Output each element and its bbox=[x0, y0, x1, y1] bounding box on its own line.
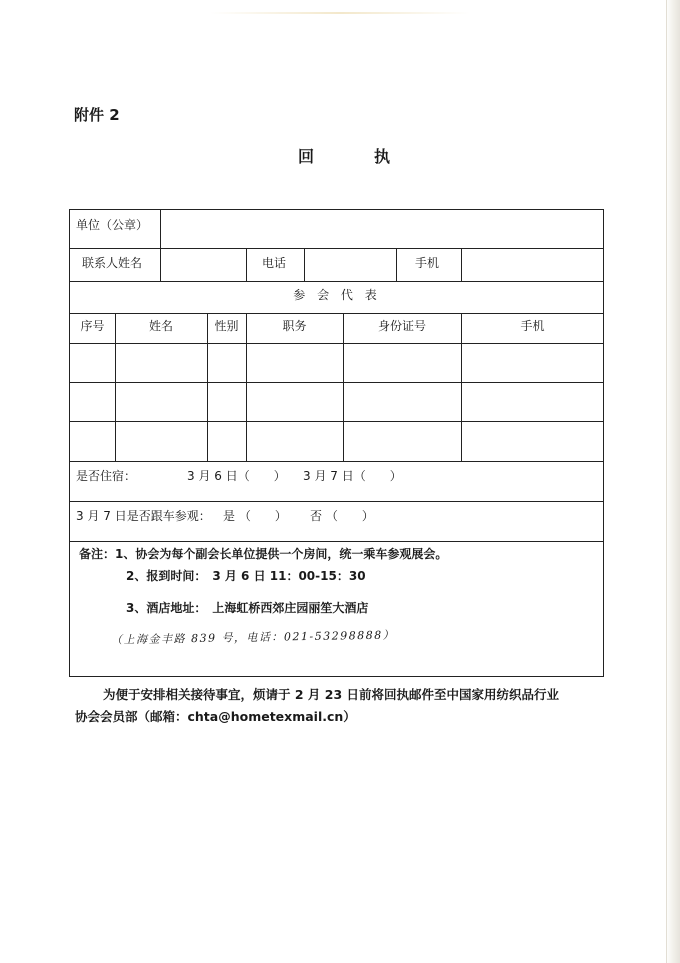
row-divider bbox=[70, 541, 604, 542]
bus-tour-no-option[interactable]: 否 （ ） bbox=[310, 509, 374, 523]
col-divider bbox=[207, 313, 208, 461]
column-header: 职务 bbox=[282, 319, 307, 333]
delegates-heading: 参 会 代 表 bbox=[293, 288, 381, 302]
lodging-label: 是否住宿： bbox=[76, 469, 137, 483]
footer-contact-email: 协会会员部（邮箱：chta@hometexmail.cn） bbox=[75, 709, 356, 724]
row-divider bbox=[70, 421, 604, 422]
phone-label: 电话 bbox=[262, 256, 287, 270]
bus-tour-label: 3 月 7 日是否跟车参观： bbox=[76, 509, 211, 523]
note-item-3: 3、酒店地址： 上海虹桥西郊庄园丽笙大酒店 bbox=[126, 601, 369, 615]
column-header: 身份证号 bbox=[377, 319, 426, 333]
bus-tour-yes-option[interactable]: 是 （ ） bbox=[223, 509, 287, 523]
row-divider bbox=[70, 313, 604, 314]
col-divider bbox=[304, 248, 305, 281]
col-divider bbox=[115, 313, 116, 461]
row-divider bbox=[70, 343, 604, 344]
handwritten-address-note: （上海金丰路 839 号，电话：021-53298888） bbox=[110, 628, 396, 647]
row-divider bbox=[70, 461, 604, 462]
col-divider bbox=[246, 313, 247, 461]
contact-name-label: 联系人姓名 bbox=[82, 256, 143, 270]
column-header: 性别 bbox=[214, 319, 239, 333]
col-divider bbox=[160, 210, 161, 248]
row-divider bbox=[70, 501, 604, 502]
scan-edge-line bbox=[666, 0, 667, 963]
row-divider bbox=[70, 281, 604, 282]
scan-edge bbox=[666, 0, 680, 963]
row-divider bbox=[70, 382, 604, 383]
col-divider bbox=[343, 313, 344, 461]
mobile-label: 手机 bbox=[415, 256, 440, 270]
column-header: 手机 bbox=[520, 319, 545, 333]
unit-label: 单位（公章） bbox=[76, 218, 149, 232]
attachment-label: 附件 2 bbox=[74, 106, 120, 124]
lodging-mar7-option[interactable]: 3 月 7 日（ ） bbox=[303, 469, 402, 483]
row-divider bbox=[70, 248, 604, 249]
col-divider bbox=[246, 248, 247, 281]
page-title: 回执 bbox=[298, 147, 451, 166]
scan-smudge bbox=[210, 12, 470, 14]
footer-instruction: 为便于安排相关接待事宜，烦请于 2 月 23 日前将回执邮件至中国家用纺织品行业 bbox=[103, 687, 560, 702]
col-divider bbox=[160, 248, 161, 281]
col-divider bbox=[461, 313, 462, 461]
note-item-2: 2、报到时间： 3 月 6 日 11：00-15：30 bbox=[126, 569, 366, 583]
column-header: 姓名 bbox=[148, 319, 173, 333]
col-divider bbox=[461, 248, 462, 281]
col-divider bbox=[396, 248, 397, 281]
note-item-1: 备注：1、协会为每个副会长单位提供一个房间，统一乘车参观展会。 bbox=[79, 547, 448, 561]
lodging-mar6-option[interactable]: 3 月 6 日（ ） bbox=[187, 469, 286, 483]
column-header: 序号 bbox=[80, 319, 105, 333]
